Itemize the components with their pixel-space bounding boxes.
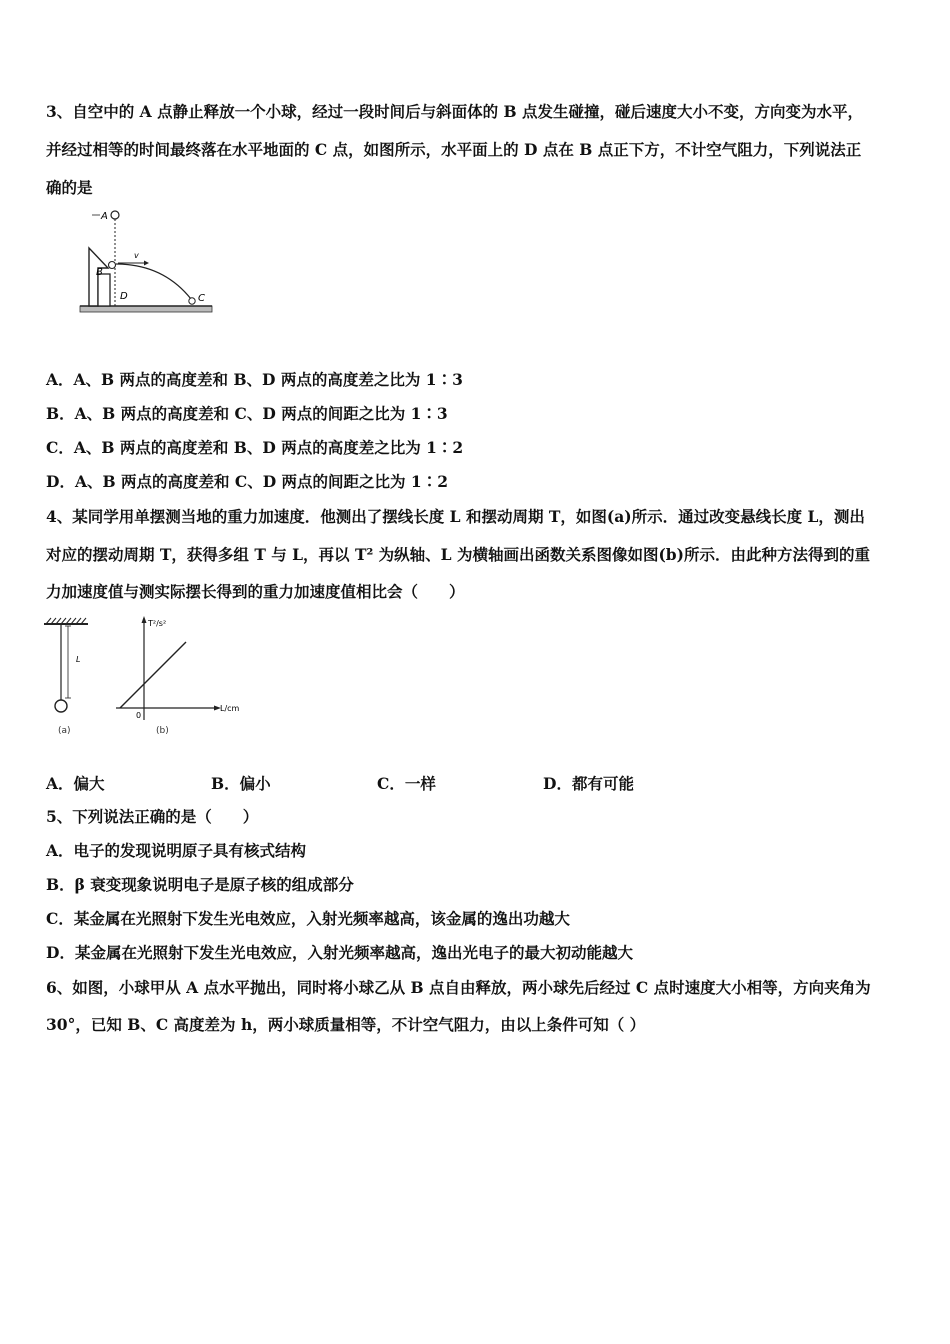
q4-label-length: L [76, 655, 81, 664]
q4-options [46, 772, 906, 794]
q5-option-a[interactable]: A．电子的发现说明原子具有核式结构 [46, 841, 307, 860]
q3-option-c[interactable]: C．A、B 两点的高度差和 B、D 两点的高度差之比为 1∶2 [46, 438, 464, 457]
q3-ball-a [111, 211, 119, 219]
q5-stem: 5、下列说法正确的是（ ） [46, 807, 259, 826]
q6-stem-line-2: 30°，已知 B、C 高度差为 h，两小球质量相等，不计空气阻力，由以上条件可知（ ） [46, 1015, 646, 1034]
q6-stem-line-1: 6、如图，小球甲从 A 点水平抛出，同时将小球乙从 B 点自由释放，两小球先后经过 C 点时速度大小相等，方向夹角为 [46, 978, 871, 997]
q3-stem-line-3: 确的是 [46, 178, 93, 197]
q4-option-c[interactable]: C．一样 [377, 774, 436, 793]
q3-option-d[interactable]: D．A、B 两点的高度差和 C、D 两点的间距之比为 1∶2 [46, 472, 449, 491]
q4-figure-b-graph [108, 612, 248, 740]
q5-option-b[interactable]: B．β 衰变现象说明电子是原子核的组成部分 [46, 875, 354, 894]
q3-label-a: A [101, 211, 108, 222]
q4-option-a[interactable]: A．偏大 [46, 774, 105, 793]
q4-y-axis-label: T²/s² [148, 619, 167, 628]
q4-stem-line-2: 对应的摆动周期 T，获得多组 T 与 L，再以 T² 为纵轴、L 为横轴画出函数关系图像如图(b)所示．由此种方法得到的重 [46, 545, 870, 564]
q3-option-a[interactable]: A．A、B 两点的高度差和 B、D 两点的高度差之比为 1∶3 [46, 370, 463, 389]
q4-option-b[interactable]: B．偏小 [211, 774, 271, 793]
q5-option-c[interactable]: C．某金属在光照射下发生光电效应，入射光频率越高，该金属的逸出功越大 [46, 909, 570, 928]
q4-stem-line-3: 力加速度值与测实际摆长得到的重力加速度值相比会（ ） [46, 582, 465, 601]
q3-option-b[interactable]: B．A、B 两点的高度差和 C、D 两点的间距之比为 1∶3 [46, 404, 448, 423]
q4-stem-line-1: 4、某同学用单摆测当地的重力加速度．他测出了摆线长度 L 和摆动周期 T，如图(a)所示．通过改变悬线长度 L，测出 [46, 507, 865, 526]
q3-label-d: D [120, 291, 128, 302]
q4-origin-label: 0 [136, 711, 142, 720]
q3-stem-line-1: 3、自空中的 A 点静止释放一个小球，经过一段时间后与斜面体的 B 点发生碰撞，碰后速度大小不变，方向变为水平， [46, 102, 864, 121]
q4-pendulum-bob [55, 700, 67, 712]
q3-ground [80, 306, 212, 312]
q3-label-b: B [96, 267, 103, 278]
q4-caption-b: (b) [156, 726, 169, 736]
q3-label-c: C [198, 293, 205, 304]
q4-option-d[interactable]: D．都有可能 [543, 774, 634, 793]
q3-label-v: v [134, 251, 139, 260]
q4-graph-line [120, 642, 186, 708]
q5-option-d[interactable]: D．某金属在光照射下发生光电效应，入射光频率越高，逸出光电子的最大初动能越大 [46, 943, 633, 962]
q4-x-axis-label: L/cm [220, 704, 240, 713]
q4-figure-a-pendulum [40, 612, 100, 740]
q3-ball-b [109, 262, 116, 269]
q3-ball-c [189, 298, 195, 304]
q3-figure [78, 206, 218, 328]
q4-caption-a: (a) [58, 726, 71, 736]
q3-support-post [98, 274, 110, 306]
q3-stem-line-2: 并经过相等的时间最终落在水平地面的 C 点，如图所示，水平面上的 D 点在 B 点正下方，不计空气阻力，下列说法正 [46, 140, 862, 159]
